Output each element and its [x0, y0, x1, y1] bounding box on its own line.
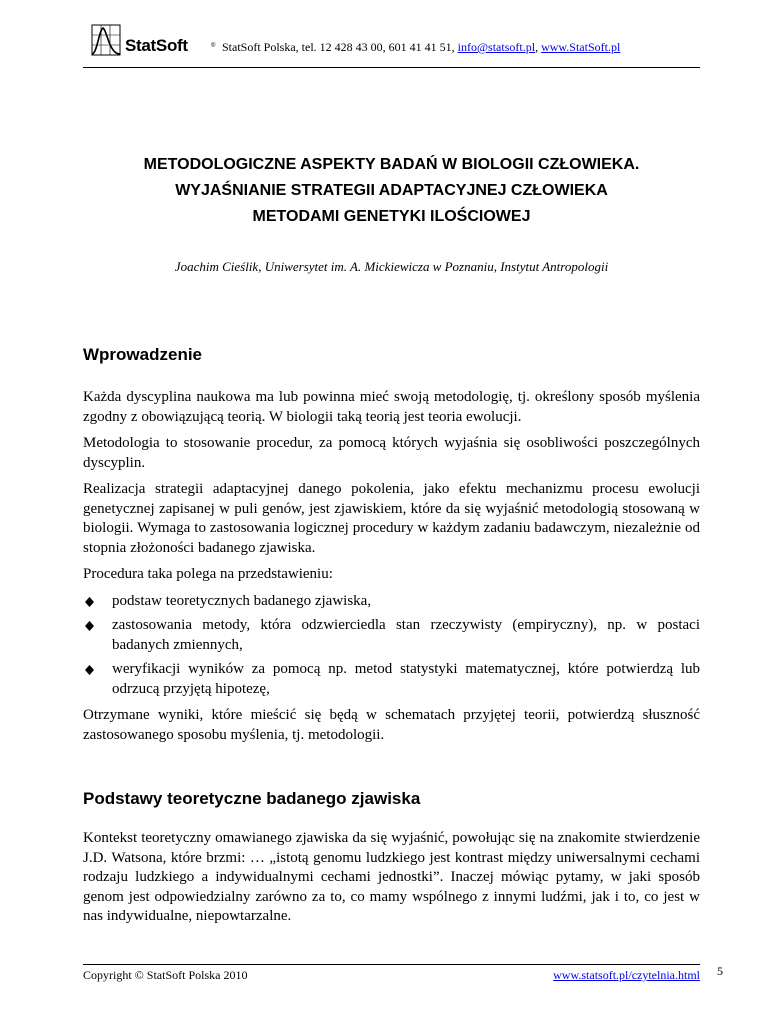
paragraph: Procedura taka polega na przedstawieniu:	[83, 566, 333, 582]
procedure-list	[83, 592, 700, 700]
statsoft-logo	[91, 24, 219, 60]
diamond-bullet-icon	[85, 621, 94, 631]
diamond-bullet-icon	[85, 597, 94, 607]
page-footer	[83, 964, 723, 988]
title-line-3: METODAMI GENETYKI ILOŚCIOWEJ	[252, 208, 531, 225]
paragraph: Realizacja strategii adaptacyjnej danego pokolenia, jako efektu mechanizmu procesu ewolucji genetycznej zapisanej w puli genów, jest zjawiskiem, które da się wyjaśnić metodologią stosowaną w biologii. Wymaga to zastosowania logicznej procedury w każdym zadaniu badawczym, niezależnie od stopnia złożoności badanego zjawiska.	[83, 481, 700, 556]
logo-wordmark: StatSoft	[125, 36, 188, 55]
page-number: 5	[717, 964, 723, 978]
statsoft-chart-logo-icon	[91, 24, 123, 60]
paragraph: Otrzymane wyniki, które mieścić się będą w schematach przyjętej teorii, potwierdzą słuszność zastosowanego sposobu myślenia, tj. metodologii.	[83, 707, 700, 743]
header-divider	[83, 67, 700, 68]
list-item-text: podstaw teoretycznych badanego zjawiska,	[112, 592, 372, 609]
page-header	[83, 18, 700, 68]
author-affiliation: Joachim Cieślik, Uniwersytet im. A. Mickiewicza w Poznaniu, Instytut Antropologii	[174, 259, 609, 274]
email-link[interactable]: info@statsoft.pl	[457, 40, 536, 54]
paragraph: Kontekst teoretyczny omawianego zjawiska da się wyjaśnić, powołując się na znakomite stwierdzenie J.D. Watsona, które brzmi: … „istotą genomu ludzkiego jest kontrast między uniwersalnymi cechami rodzaju ludzkiego a indywidualnymi cechami jednostki”. Inaczej mówiąc pytamy, w jaki sposób genom jest odpowiedzialny zarówno za to, co mamy wspólnego z innymi ludźmi, jak i to, co jest w nas indywidualne, niepowtarzalne.	[83, 830, 700, 924]
contact-separator: ,	[535, 40, 542, 54]
footer-divider	[83, 964, 700, 965]
contact-text: StatSoft Polska, tel. 12 428 43 00, 601 41 41 51,	[222, 40, 458, 54]
section-heading-introduction: Wprowadzenie	[83, 345, 203, 364]
diamond-bullet-icon	[85, 665, 94, 675]
section-heading-theoretical-basis: Podstawy teoretyczne badanego zjawiska	[83, 789, 421, 808]
reading-room-link[interactable]: www.statsoft.pl/czytelnia.html	[553, 968, 700, 982]
paragraph: Każda dyscyplina naukowa ma lub powinna mieć swoją metodologię, tj. określony sposób myślenia zgodny z obowiązującą teorią. W biologii taką teorią jest teoria ewolucji.	[83, 389, 700, 425]
paragraph: Metodologia to stosowanie procedur, za pomocą których wyjaśnia się osobliwości poszczególnych dyscyplin.	[83, 435, 700, 471]
list-item	[83, 592, 700, 612]
list-item-text: zastosowania metody, która odzwierciedla stan rzeczywisty (empiryczny), np. w postaci badanych zmiennych,	[112, 617, 700, 653]
section-introduction-body	[83, 388, 700, 752]
website-link[interactable]: www.StatSoft.pl	[541, 40, 621, 54]
title-line-1: METODOLOGICZNE ASPEKTY BADAŃ W BIOLOGII CZŁOWIEKA.	[143, 156, 640, 173]
header-contact	[222, 40, 620, 55]
section-theoretical-basis-body	[83, 829, 700, 934]
copyright-notice: Copyright © StatSoft Polska 2010	[83, 968, 248, 982]
list-item	[83, 660, 700, 699]
article-title	[83, 152, 700, 230]
title-line-2: WYJAŚNIANIE STRATEGII ADAPTACYJNEJ CZŁOWIEKA	[175, 182, 608, 199]
list-item-text: weryfikacji wyników za pomocą np. metod statystyki matematycznej, które potwierdzą lub odrzucą przyjętą hipotezę,	[112, 661, 700, 697]
list-item	[83, 616, 700, 655]
registered-mark: ®	[211, 43, 216, 49]
